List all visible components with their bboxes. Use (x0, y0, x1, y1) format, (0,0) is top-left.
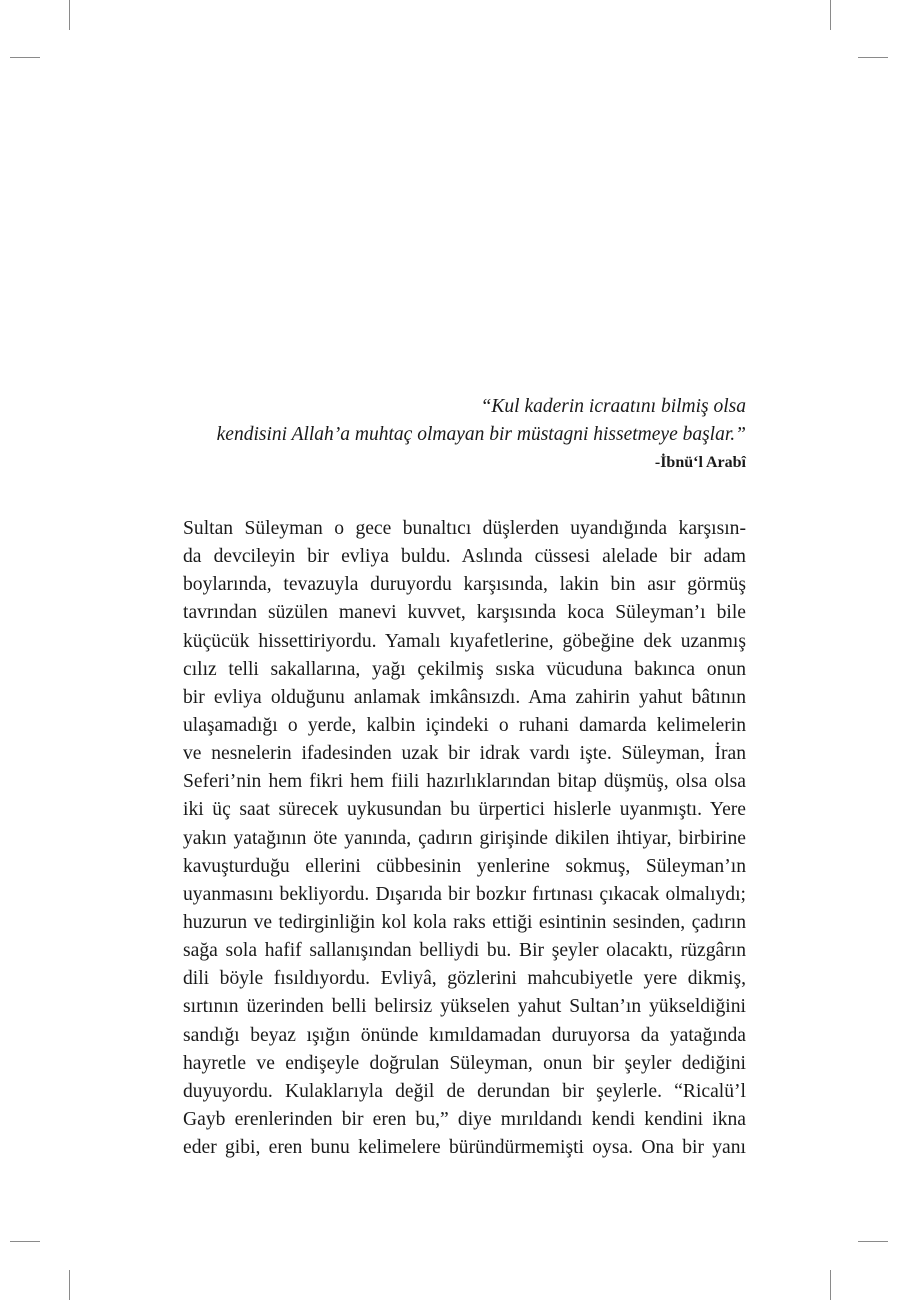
crop-mark-top-left (69, 0, 70, 30)
crop-mark-bottom-left-h (10, 1241, 40, 1242)
text-line: Sultan Süleyman o gece bunaltıcı düşlerden uyandığında karşısın- (183, 518, 746, 539)
text-line: cılız telli sakallarına, yağı çekilmiş sıska vücuduna bakınca onun (183, 658, 746, 680)
epigraph-line: kendisini Allah’a muhtaç olmayan bir müstagni hissetmeye başlar.” (216, 424, 746, 445)
text-line: Seferi’nin hem fikri hem fiili hazırlıklarından bitap düşmüş, olsa olsa (183, 771, 746, 793)
crop-mark-bottom-left (69, 1270, 70, 1300)
crop-mark-bottom-right-h (858, 1241, 888, 1242)
epigraph-line: “Kul kaderin icraatını bilmiş olsa (480, 396, 746, 417)
crop-mark-top-right-h (858, 57, 888, 58)
text-line: sağa sola hafif sallanışından belliydi bu. Bir şeyler olacaktı, rüzgârın (183, 940, 746, 962)
epigraph (183, 393, 746, 474)
text-line: sandığı beyaz ışığın önünde kımıldamadan duruyorsa da yatağında (183, 1024, 746, 1046)
body-paragraph (183, 515, 746, 1162)
text-line: tavrından süzülen manevi kuvvet, karşısında koca Süleyman’ı bile (183, 602, 746, 624)
text-line: ve nesnelerin ifadesinden uzak bir idrak vardı işte. Süleyman, İran (183, 743, 746, 765)
text-line: kavuşturduğu ellerini cübbesinin yenlerine sokmuş, Süleyman’ın (183, 855, 746, 877)
text-line: bir evliya olduğunu anlamak imkânsızdı. Ama zahirin yahut bâtının (183, 686, 746, 708)
text-line: duyuyordu. Kulaklarıyla değil de derundan bir şeylerle. “Ricalü’l (183, 1080, 746, 1102)
epigraph-author: -İbnü‘l Arabî (654, 454, 746, 471)
text-line: iki üç saat sürecek uykusundan bu ürpertici hislerle uyanmıştı. Yere (183, 799, 746, 821)
crop-mark-bottom-right (830, 1270, 831, 1300)
text-line: ulaşamadığı o yerde, kalbin içindeki o ruhani damarda kelimelerin (183, 714, 746, 736)
text-line: boylarında, tevazuyla duruyordu karşısında, lakin bin asır görmüş (183, 574, 746, 596)
text-line: uyanmasını bekliyordu. Dışarıda bir bozkır fırtınası çıkacak olmalıydı; (183, 883, 746, 905)
text-line: yakın yatağının öte yanında, çadırın girişinde dikilen ihtiyar, birbirine (183, 827, 746, 849)
text-line: eder gibi, eren bunu kelimelere büründürmemişti oysa. Ona bir yanı (183, 1137, 746, 1159)
crop-mark-top-right (830, 0, 831, 30)
crop-mark-top-left-h (10, 57, 40, 58)
text-line: hayretle ve endişeyle doğrulan Süleyman, onun bir şeyler dediğini (183, 1052, 746, 1074)
text-line: küçücük hissettiriyordu. Yamalı kıyafetlerine, göbeğine dek uzanmış (183, 630, 746, 652)
text-line: dili böyle fısıldıyordu. Evliyâ, gözlerini mahcubiyetle yere dikmiş, (183, 968, 746, 990)
text-line: sırtının üzerinden belli belirsiz yükselen yahut Sultan’ın yükseldiğini (183, 996, 746, 1018)
text-line: Gayb erenlerinden bir eren bu,” diye mırıldandı kendi kendini ikna (183, 1108, 746, 1130)
text-line: da devcileyin bir evliya buldu. Aslında cüssesi alelade bir adam (183, 546, 746, 568)
text-line: huzurun ve tedirginliğin kol kola raks ettiği esintinin sesinden, çadırın (183, 911, 746, 933)
